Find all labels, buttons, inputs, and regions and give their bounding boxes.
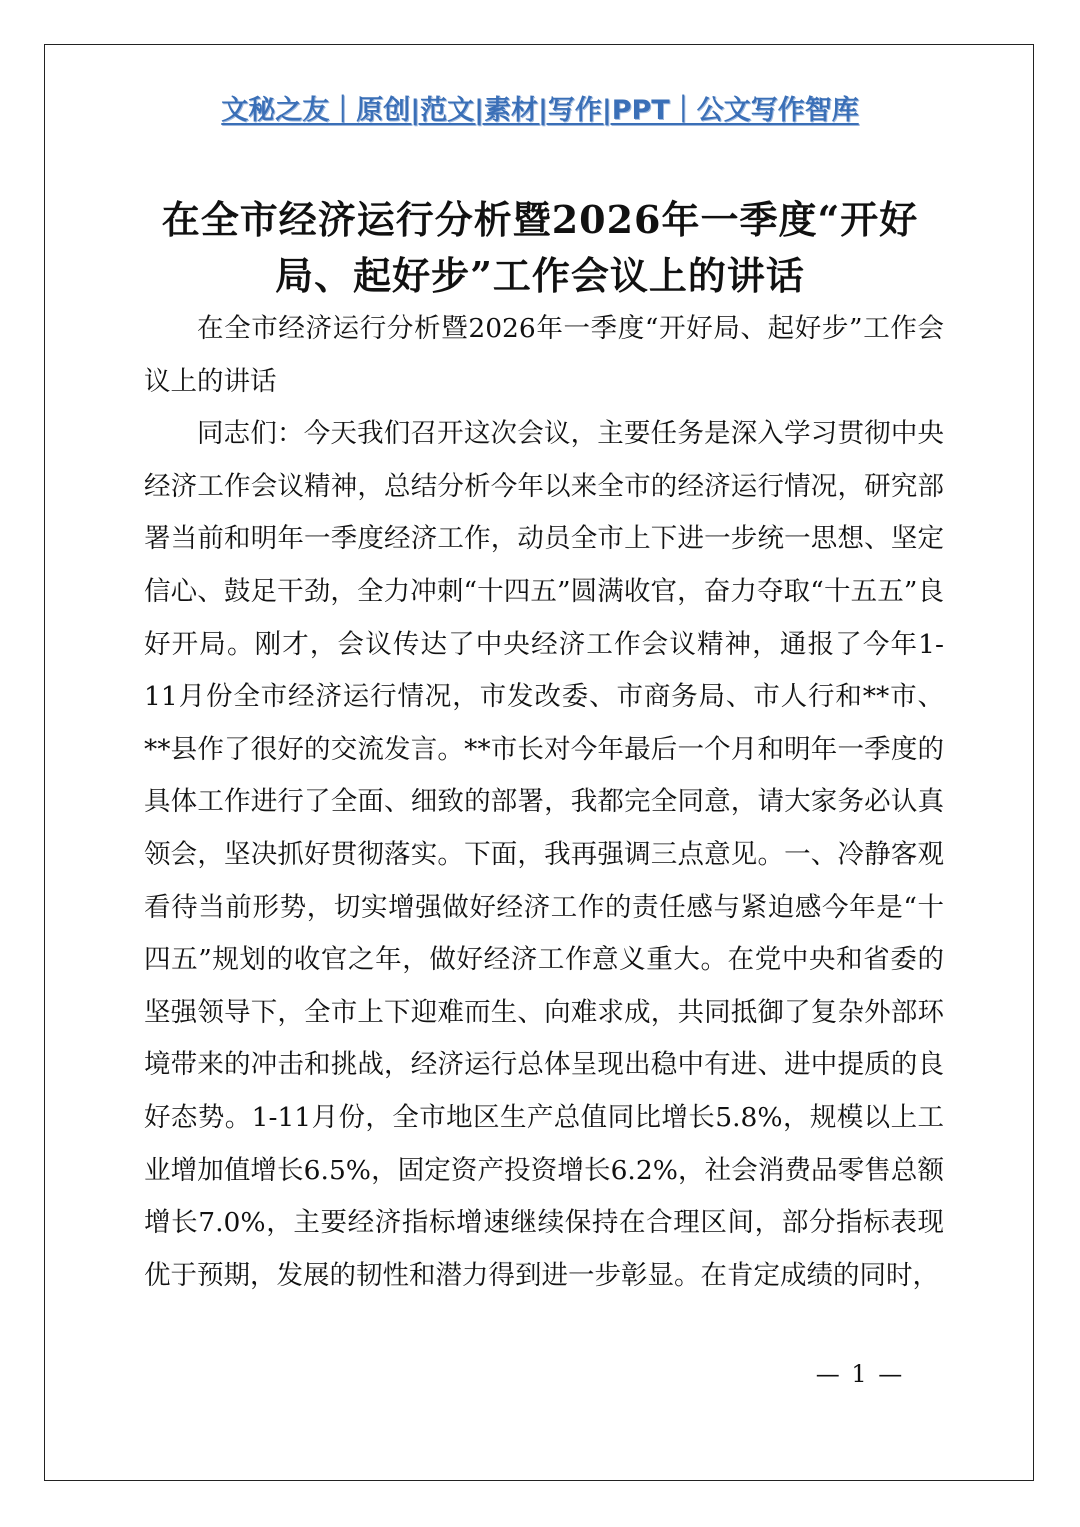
document-body [144,303,944,1302]
paragraph: 在全市经济运行分析暨2026年一季度“开好局、起好步”工作会议上的讲话 [144,313,944,397]
page-number: — 1 — [815,1360,905,1388]
document-title: 在全市经济运行分析暨2026年一季度“开好局、起好步”工作会议上的讲话 [161,197,919,298]
header-banner[interactable]: 文秘之友｜原创|范文|素材|写作|PPT｜公文写作智库 [221,95,859,126]
paragraph: 同志们：今天我们召开这次会议，主要任务是深入学习贯彻中央经济工作会议精神，总结分析今年以来全市的经济运行情况，研究部署当前和明年一季度经济工作，动员全市上下进一步统一思想、坚定信心、鼓足干劲，全力冲刺“十四五”圆满收官，奋力夺取“十五五”良好开局。刚才，会议传达了中央经济工作会议精神，通报了今年1-11月份全市经济运行情况，市发改委、市商务局、市人行和**市、**县作了很好的交流发言。**市长对今年最后一个月和明年一季度的具体工作进行了全面、细致的部署，我都完全同意，请大家务必认真领会，坚决抓好贯彻落实。下面，我再强调三点意见。一、冷静客观看待当前形势，切实增强做好经济工作的责任感与紧迫感今年是“十四五”规划的收官之年，做好经济工作意义重大。在党中央和省委的坚强领导下，全市上下迎难而生、向难求成，共同抵御了复杂外部环境带来的冲击和挑战，经济运行总体呈现出稳中有进、进中提质的良好态势。1-11月份，全市地区生产总值同比增长5.8%，规模以上工业增加值增长6.5%，固定资产投资增长6.2%，社会消费品零售总额增长7.0%，主要经济指标增速继续保持在合理区间，部分指标表现优于预期，发展的韧性和潜力得到进一步彰显。在肯定成绩的同时， [144,418,944,1291]
